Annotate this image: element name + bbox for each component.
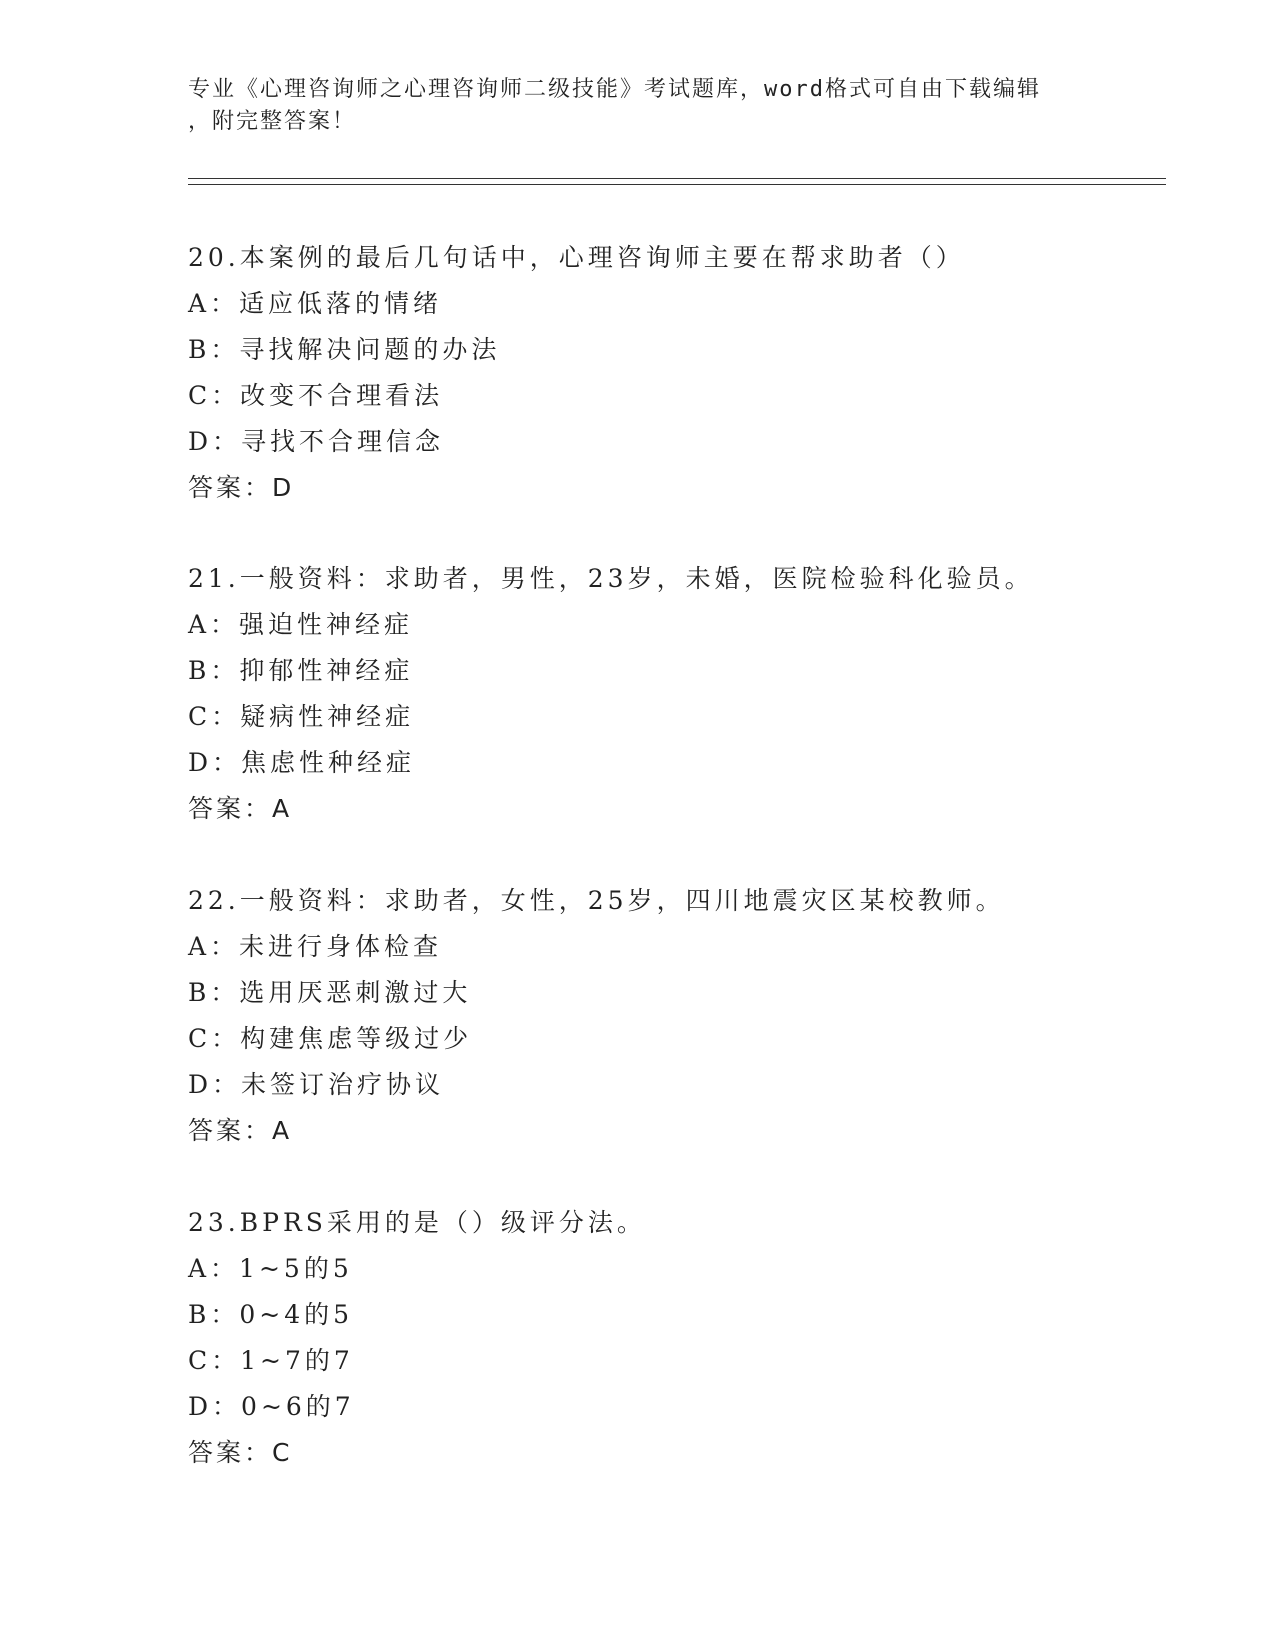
answer-line: 答案：A [188,1116,293,1145]
option-c: C：构建焦虑等级过少 [188,1024,473,1053]
question-block [188,1200,1168,1476]
option-d: D：未签订治疗协议 [188,1070,445,1099]
option-b: B：选用厌恶刺激过大 [188,978,472,1007]
question-stem: 20.本案例的最后几句话中，心理咨询师主要在帮求助者（） [188,243,965,272]
answer-line: 答案：C [188,1438,293,1467]
question-stem: 21.一般资料：求助者，男性，23岁，未婚，医院检验科化验员。 [188,564,1034,593]
header-line-2: ，附完整答案！ [188,109,357,134]
option-b: B：抑郁性神经症 [188,656,414,685]
question-stem: 23.BPRS采用的是（）级评分法。 [188,1208,646,1237]
option-a: A：1~5的5 [188,1254,353,1283]
option-b: B：0~4的5 [188,1300,354,1329]
option-a: A：强迫性神经症 [188,610,414,639]
option-d: D：焦虑性种经症 [188,748,416,777]
option-c: C：改变不合理看法 [188,381,444,410]
option-c: C：1~7的7 [188,1346,354,1375]
answer-line: 答案：D [188,473,295,502]
document-header [188,74,1088,138]
question-block [188,556,1168,832]
header-line-1: 专业《心理咨询师之心理咨询师二级技能》考试题库，word格式可自由下载编辑 [188,77,1041,102]
question-block [188,235,1168,511]
option-c: C：疑病性神经症 [188,702,415,731]
option-d: D：0~6的7 [188,1392,355,1421]
answer-line: 答案：A [188,794,293,823]
option-b: B：寻找解决问题的办法 [188,335,501,364]
option-d: D：寻找不合理信念 [188,427,445,456]
header-divider-bottom [188,184,1166,185]
header-divider-top [188,178,1166,179]
option-a: A：适应低落的情绪 [188,289,443,318]
question-stem: 22.一般资料：求助者，女性，25岁，四川地震灾区某校教师。 [188,886,1005,915]
option-a: A：未进行身体检查 [188,932,443,961]
question-block [188,878,1168,1154]
